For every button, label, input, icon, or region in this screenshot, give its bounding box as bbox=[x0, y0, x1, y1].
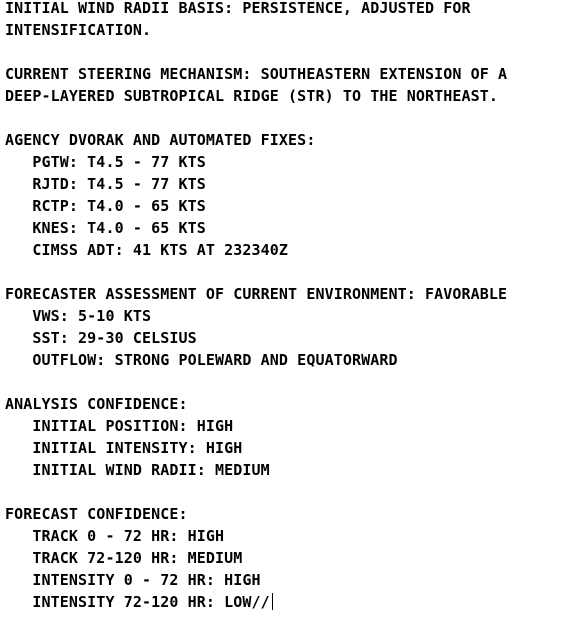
fix-pgtw: PGTW: T4.5 - 77 KTS bbox=[5, 153, 206, 171]
blank-line bbox=[5, 481, 567, 503]
analysis-initial-wind-radii: INITIAL WIND RADII: MEDIUM bbox=[5, 461, 270, 479]
environment-outflow: OUTFLOW: STRONG POLEWARD AND EQUATORWARD bbox=[5, 351, 398, 369]
fix-knes: KNES: T4.0 - 65 KTS bbox=[5, 219, 206, 237]
forecast-intensity-72-120: INTENSITY 72-120 HR: LOW// bbox=[5, 593, 270, 611]
blank-line bbox=[5, 107, 567, 129]
analysis-initial-intensity: INITIAL INTENSITY: HIGH bbox=[5, 439, 243, 457]
text-line: INTENSIFICATION. bbox=[5, 21, 152, 39]
text-line: CURRENT STEERING MECHANISM: SOUTHEASTERN EXTENSION OF A bbox=[5, 65, 508, 83]
environment-vws: VWS: 5-10 KTS bbox=[5, 307, 152, 325]
blank-line bbox=[5, 261, 567, 283]
forecast-track-72-120: TRACK 72-120 HR: MEDIUM bbox=[5, 549, 243, 567]
fix-rjtd: RJTD: T4.5 - 77 KTS bbox=[5, 175, 206, 193]
text-line: DEEP-LAYERED SUBTROPICAL RIDGE (STR) TO THE NORTHEAST. bbox=[5, 87, 499, 105]
text-line: INITIAL WIND RADII BASIS: PERSISTENCE, ADJUSTED FOR bbox=[5, 0, 471, 17]
section-heading-fixes: AGENCY DVORAK AND AUTOMATED FIXES: bbox=[5, 131, 316, 149]
environment-sst: SST: 29-30 CELSIUS bbox=[5, 329, 197, 347]
blank-line bbox=[5, 371, 567, 393]
text-cursor bbox=[272, 593, 273, 610]
forecast-intensity-0-72: INTENSITY 0 - 72 HR: HIGH bbox=[5, 571, 261, 589]
fix-rctp: RCTP: T4.0 - 65 KTS bbox=[5, 197, 206, 215]
section-heading-forecast-confidence: FORECAST CONFIDENCE: bbox=[5, 505, 188, 523]
forecast-intensity-72-120-row bbox=[5, 591, 567, 613]
fix-cimss-adt: CIMSS ADT: 41 KTS AT 232340Z bbox=[5, 241, 289, 259]
analysis-initial-position: INITIAL POSITION: HIGH bbox=[5, 417, 234, 435]
section-heading-analysis-confidence: ANALYSIS CONFIDENCE: bbox=[5, 395, 188, 413]
blank-line bbox=[5, 41, 567, 63]
section-heading-environment: FORECASTER ASSESSMENT OF CURRENT ENVIRONMENT: FAVORABLE bbox=[5, 285, 508, 303]
forecast-track-0-72: TRACK 0 - 72 HR: HIGH bbox=[5, 527, 225, 545]
